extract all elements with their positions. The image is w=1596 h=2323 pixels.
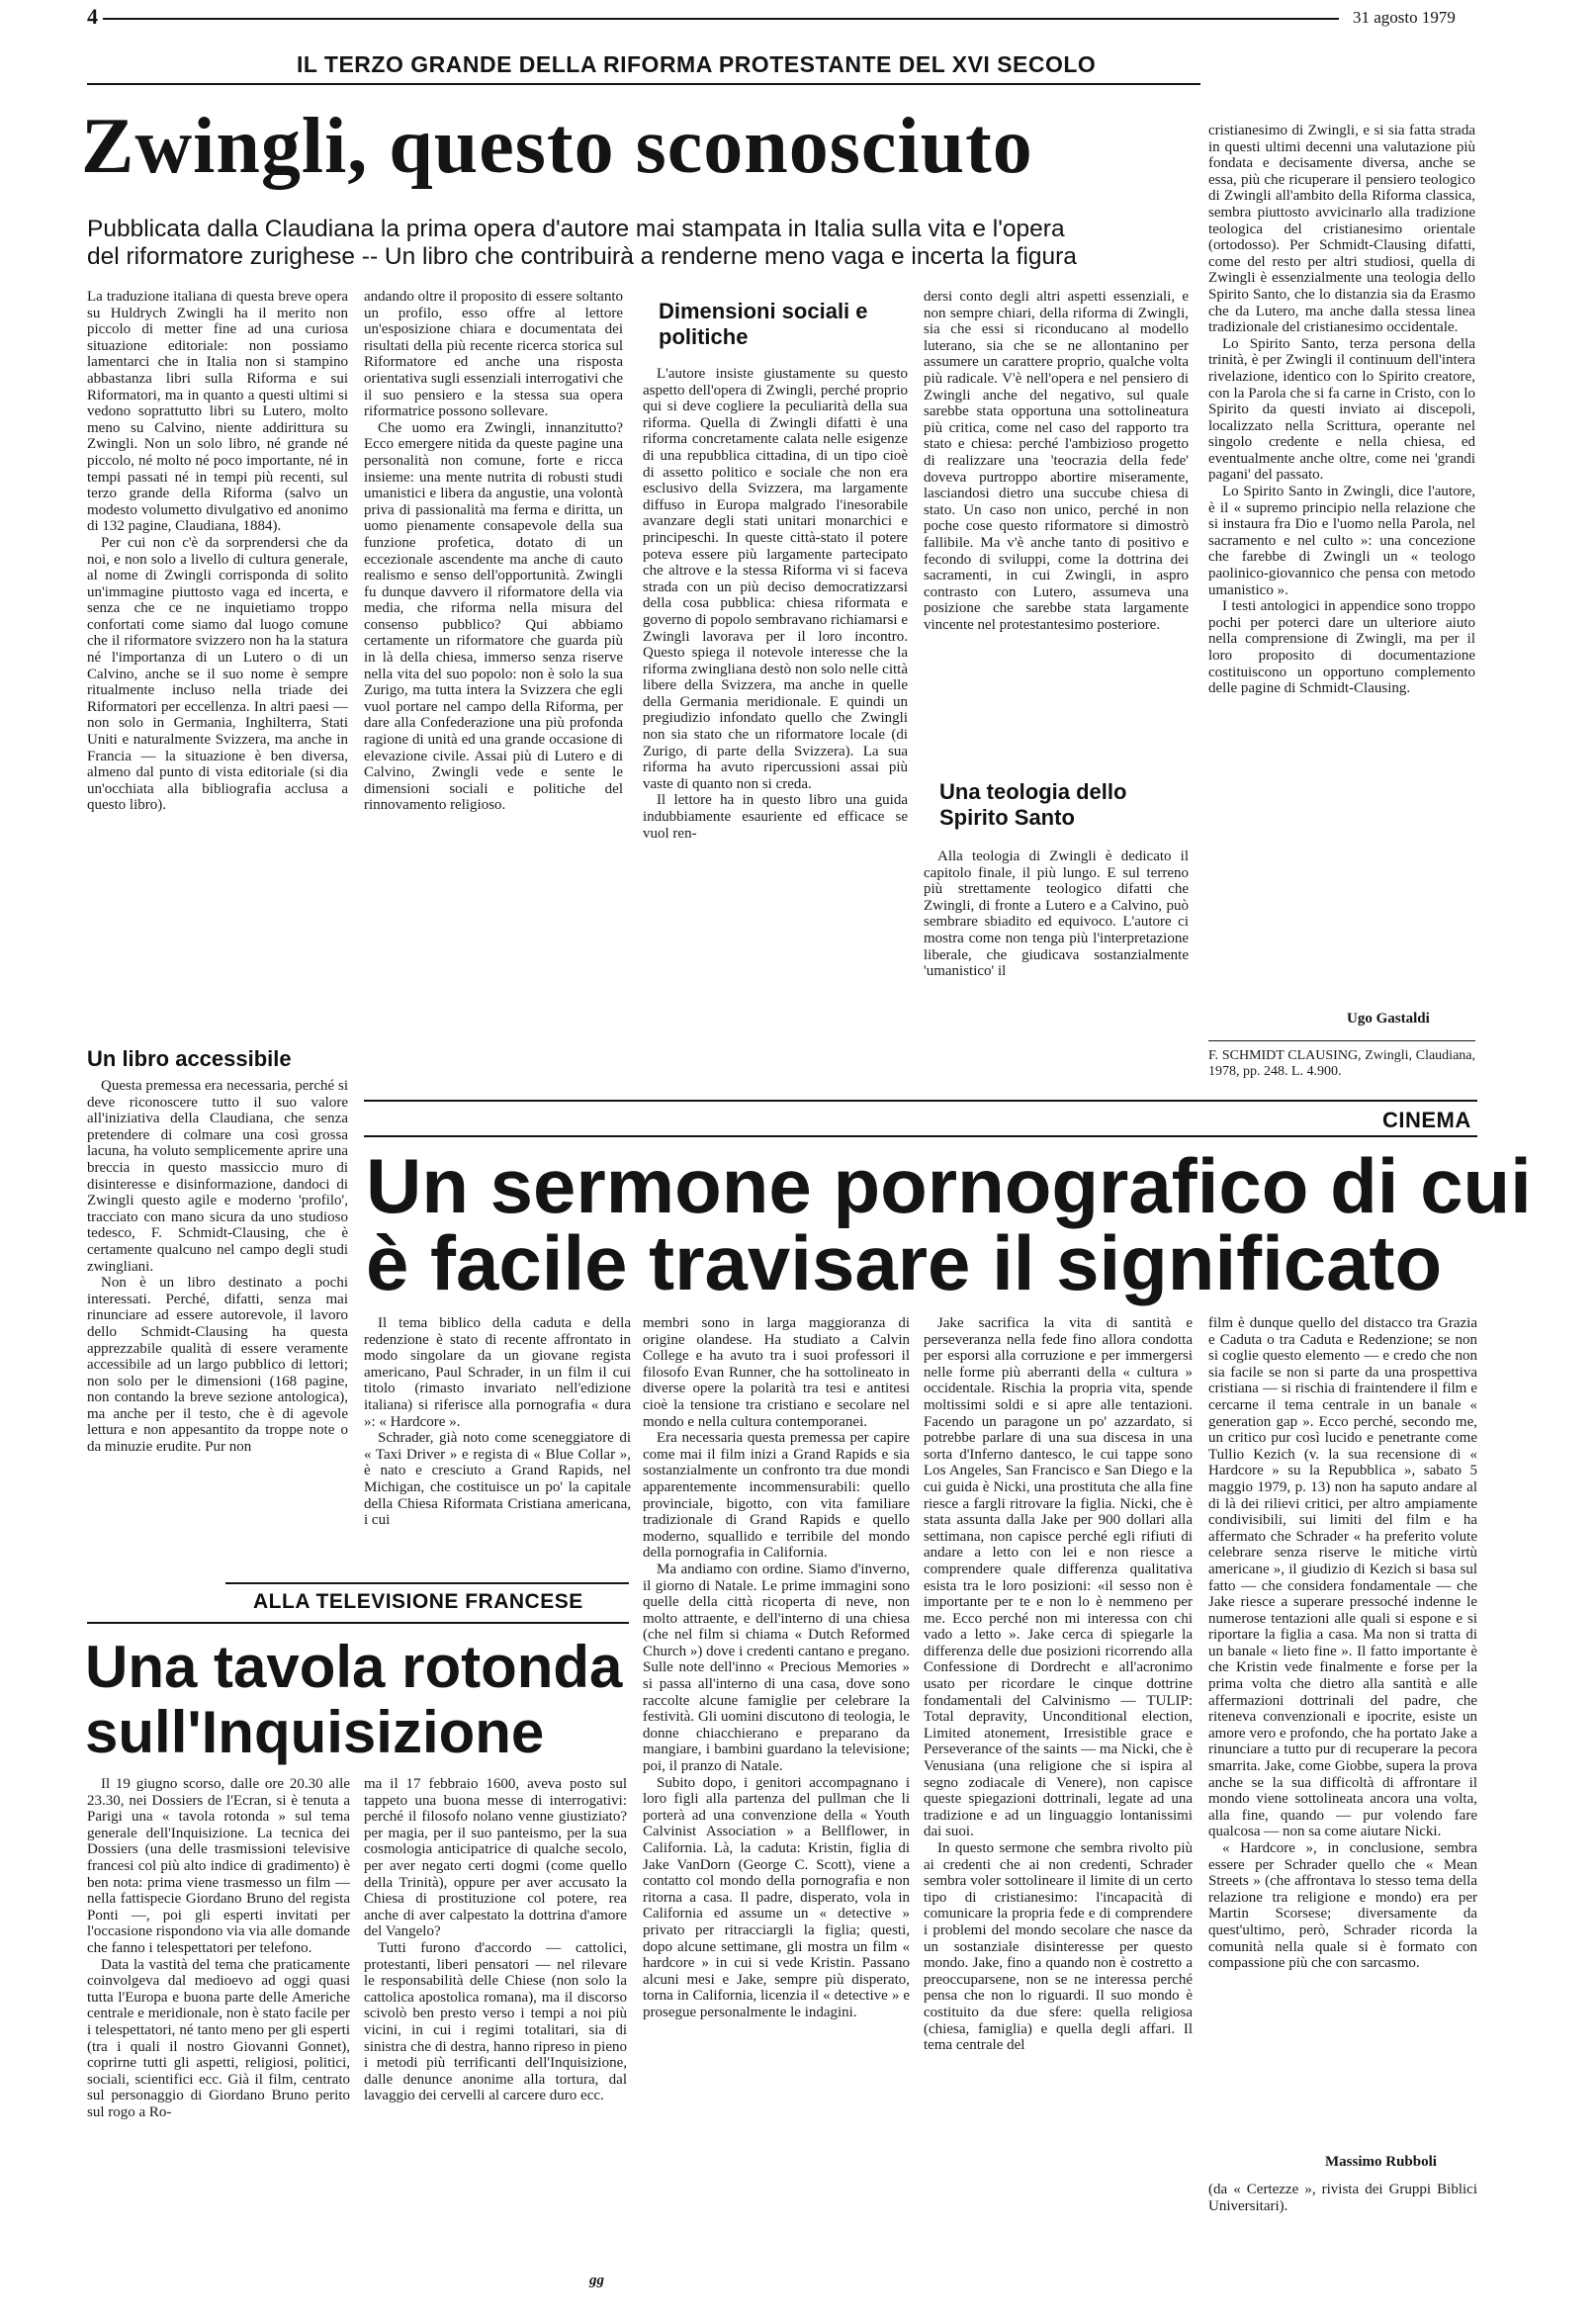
book-note: [1208, 1048, 1475, 1088]
paragraph: L'autore insiste giustamente su questo aspetto dell'opera di Zwingli, perché proprio qui si deve cogliere la peculiarità della sua riforma. Quella di Zwingli difatti è una riforma concretamente calata nelle esigenze di una repubblica cittadina, di un tipo cioè di assetto politico e sociale che non era esclusivo della Svizzera, ma largamente diffuso in Europa malgrado l'inesorabile avanzare degli stati unitari monarchici e principeschi. In queste città-stato il potere poteva essere più largamente partecipato che altrove e la stessa Riforma vi si faceva strada con un più deciso democratizzarsi della cosa pubblica: chiesa riformata e governo di popolo sembravano richiamarsi e Zwingli lavorava per il loro incontro. Questo spiega il notevole interesse che la riforma zwingliana destò non solo nelle città libere della Svizzera, ma anche in quelle della Germania meridionale. E quindi un pregiudizio infondato quello che Zwingli non sia stato che un riformatore locale (di Zurigo, di parte della Svizzera). La sua riforma ha avuto ripercussioni assai più vaste di quanto non si creda.: [643, 366, 908, 792]
subheading-libro-accessibile: Un libro accessibile: [87, 1046, 292, 1071]
paragraph: Alla teologia di Zwingli è dedicato il capitolo finale, il più lungo. E sul terreno più strettamente teologico difatti che Zwingli, di fronte a Lutero e a Calvino, può sembrare sbiadito ed equivoco. L'autore ci mostra come non tenga più l'interpretazione liberale, che giudicava sostanzialmente 'umanistico' il: [924, 849, 1189, 980]
paragraph: In questo sermone che sembra rivolto più ai credenti che ai non credenti, Schrader sembra voler sottolineare il limite di un certo tipo di cristianesimo: l'incapacità di comunicare la propria fede e di comprendere i problemi del mondo secolare che nasce da un sostanziale disinteresse per questo mondo. Jake, fino a quando non è costretto a preoccuparsene, non se ne interessa perché pensa che non lo riguardi. Il suo mondo è costituito da due sfere: quella religiosa (chiesa, famiglia) e quella degli affari. Il tema centrale del: [924, 1840, 1193, 2054]
paragraph: Per cui non c'è da sorprendersi che da noi, e non solo a livello di cultura generale, al nome di Zwingli corrisponda di solito un'immagine piuttosto vaga ed incerta, e senza che ce ne inquietiamo troppo confortati come siamo dal luogo comune che il riformatore svizzero non ha la statura né l'importanza di un Lutero o di un Calvino, anche se il suo nome è sempre ritualmente incluso nella triade dei Riformatori per eccellenza. In altri paesi — non solo in Germania, Inghilterra, Stati Uniti e naturalmente Svizzera, ma anche in Francia — la situazione è ben diversa, almeno dal punto di vista editoriale (si dia un'occhiata alla bibliografia acclusa a questo libro).: [87, 534, 348, 814]
paragraph: Tutti furono d'accordo — cattolici, protestanti, liberi pensatori — nel rilevare le responsabilità delle Chiese (non solo la cattolica apostolica romana), ma il discorso scivolò ben presto verso i tempi a noi più vicini, in cui i regimi totalitari, sia di sinistra che di destra, hanno ripreso in pieno i metodi più terrificanti dell'Inquisizione, dalle denunce anonime alla tortura, dal lavaggio dei cervelli al carcere duro ecc.: [364, 1939, 627, 2104]
source-note: (da « Certezze », rivista dei Gruppi Biblici Universitari).: [1208, 2182, 1477, 2214]
tv-section-rule: [87, 1622, 629, 1624]
zwingli-column-2: [364, 289, 623, 1092]
paragraph: Lo Spirito Santo, terza persona della trinità, è per Zwingli il continuum dell'intera rivelazione, identico con lo Spirito creatore, con la Parola che si fa carne in Cristo, con lo Spirito da questi inviato ai discepoli, localizzato nella Scrittura, operante nel singolo credente e nella chiesa, ed eventualmente anche oltre, come nei 'grandi pagani' del passato.: [1208, 335, 1475, 484]
book-note-rule: [1208, 1040, 1475, 1041]
paragraph: Il lettore ha in questo libro una guida indubbiamente esauriente ed efficace se vuol ren-: [643, 792, 908, 842]
paragraph: Il tema biblico della caduta e della redenzione è stato di recente affrontato in modo singolare da un giovane regista americano, Paul Schrader, in un film il cui titolo (rimasto invariato nell'edizione italiana) si riferisce alla pornografia « dura »: « Hardcore ».: [364, 1315, 631, 1430]
paragraph: Il 19 giugno scorso, dalle ore 20.30 alle 23.30, nei Dossiers de l'Ecran, si è tenuta a Parigi una « tavola rotonda » sul tema generale dell'Inquisizione. La tecnica dei Dossiers (una delle trasmissioni televisive francesi col più alto indice di gradimento) è ben nota: prima viene trasmesso un film — nella fattispecie Giordano Bruno del regista Ponti —, poi gli esperti invitati per l'occasione rispondono via via alle domande che fanno i telespettatori per telefono.: [87, 1776, 350, 1956]
paragraph: film è dunque quello del distacco tra Grazia e Caduta o tra Caduta e Redenzione; se non si coglie questo elemento — e credo che non sia facile se non si parte da una prospettiva cristiana — si rischia di fraintendere il film e cercarne il tema centrale in un banale « generation gap ». Ecco perché, secondo me, un critico pur così lucido e penetrante come Tullio Kezich (v. la sua recensione di « Hardcore » su la Repubblica », sabato 5 maggio 1979, p. 13) non ha saputo andare al di là dei rilievi critici, per altro ampiamente condivisibili, sui limiti del film e ha affermato che Schrader « ha preferito volute celebrare senza riserve le mitiche virtù americane », il giudizio di Kezich si basa sul fatto — che considera fondamentale — che Jake riesce a superare pressoché indenne le numerose tentazioni alle quali si espone e si riportare la figlia a casa. Ma non si tratta di un banale « lieto fine ». Il fatto importante è che Kristin vede finalmente e forse per la prima volta che dietro alla santità e alle affermazioni dottrinali del padre, che riteneva convenzionali e ipocrite, esiste un amore vero e profondo, che ha portato Jake a rinunciare a tutto pur di recuperare la pecora smarrita. Jake, come Giobbe, supera la prova anche se la sua difficoltà di affrontare il mondo viene sottolineata ancora una volta, alla fine, quando — pur volendo fare qualcosa — non sa come aiutare Nicki.: [1208, 1315, 1477, 1840]
cinema-column-2: [643, 1315, 910, 2294]
cinema-section-rule: [364, 1135, 1477, 1137]
book-reference: F. SCHMIDT CLAUSING, Zwingli, Claudiana, 1978, pp. 248. L. 4.900.: [1208, 1048, 1475, 1079]
cinema-top-rule: [364, 1100, 1477, 1102]
paragraph: membri sono in larga maggioranza di origine olandese. Ha studiato a Calvin College e ha avuto tra i suoi professori il filosofo Evan Runner, che ha sottolineato in diverse opere la polarità tra tesi e antitesi cioè la tensione tra cristiano e secolare nel mondo e nella cultura contemporanei.: [643, 1315, 910, 1430]
tv-column-2: [364, 1776, 627, 2162]
paragraph: Data la vastità del tema che praticamente coinvolgeva dal medioevo ad oggi quasi tutta l'Europa e buona parte delle Americhe centrale e meridionale, non è stato facile per i telespettatori, né tanto meno per gli esperti (tra i quali il nostro Giovanni Gonnet), coprirne tutti gli aspetti, religiosi, politici, sociali, scientifici ecc. Già il film, centrato sul personaggio di Giordano Bruno perito sul rogo a Ro-: [87, 1956, 350, 2120]
paragraph: ma il 17 febbraio 1600, aveva posto sul tappeto una buona messe di interrogativi: perché il filosofo nolano venne giustiziato? per magia, per il suo panteismo, per la sua cosmologia anticipatrice di qualche secolo, per aver negato certi dogmi (come quello della Trinità), oppure per aver accusato la Chiesa di prostituzione col potere, rea anche di aver calpestato la dottrina d'amore del Vangelo?: [364, 1776, 627, 1940]
article-title-tavola-line1: Una tavola rotonda: [85, 1634, 623, 1700]
paragraph: I testi antologici in appendice sono troppo pochi per poterci dare un ulteriore aiuto nella comprensione di Zwingli, ma per il loro proposito di documentazione costituiscono un opportuno complemento delle pagine di Schmidt-Clausing.: [1208, 598, 1475, 697]
paragraph: Era necessaria questa premessa per capire come mai il film inizi a Grand Rapids e sia sostanzialmente un confronto tra due mondi apparentemente incommensurabili: quello provinciale, bigotto, con vita familiare tradizionale di Grand Rapids e quello moderno, squallido e terribile del mondo della pornografia in California.: [643, 1430, 910, 1562]
section-label-cinema: CINEMA: [1382, 1108, 1471, 1132]
paragraph: andando oltre il proposito di essere soltanto un profilo, esso offre al lettore un'esposizione chiara e documentata dei risultati della più recente ricerca storica sul Riformatore ed anche una risposta orientativa sugli essenziali interrogativi che il suo pensiero e la stessa sua opera riformatrice possono sollevare.: [364, 289, 623, 420]
article-subtitle-line1: Pubblicata dalla Claudiana la prima opera d'autore mai stampata in Italia sulla vita e l'opera: [87, 216, 1065, 242]
paragraph: Ma andiamo con ordine. Siamo d'inverno, il giorno di Natale. Le prime immagini sono quelle della città ricoperta di neve, non molto attraente, e dell'interno di una chiesa (che nel film si chiama « Dutch Reformed Church ») dove i credenti cantano e pregano. Sulle note dell'inno « Precious Memories » si passa all'interno di una casa, dove sono raccolte alcune famiglie per celebrare la festività. Gli uomini discutono di teologia, le donne chiacchierano e preparano da mangiare, i bambini guardano la televisione; poi, il pranzo di Natale.: [643, 1561, 910, 1775]
paragraph: Schrader, già noto come sceneggiatore di « Taxi Driver » e regista di « Blue Collar », è nato e cresciuto a Grand Rapids, nel Michigan, che costituisce un po' la capitale della Chiesa Riformata Cristiana americana, i cui: [364, 1430, 631, 1529]
cinema-column-3: [924, 1315, 1193, 2294]
article-subtitle-line2: del riformatore zurighese -- Un libro che contribuirà a renderne meno vaga e incerta la figura: [87, 243, 1077, 270]
header-rule: [103, 18, 1339, 20]
author-ugo-gastaldi: Ugo Gastaldi: [1347, 1011, 1430, 1027]
section-label-televisione: ALLA TELEVISIONE FRANCESE: [253, 1590, 583, 1613]
tv-column-1: [87, 1776, 350, 2310]
cinema-source: [1208, 2182, 1477, 2221]
subheading-dimensioni-sociali: Dimensioni sociali e politiche: [659, 299, 868, 349]
article-title-sermone-line1: Un sermone pornografico di cui: [366, 1142, 1532, 1229]
paragraph: La traduzione italiana di questa breve opera su Huldrych Zwingli ha il merito non piccolo di metter fine ad una curiosa situazione editoriale: non possiamo lamentarci che in Italia non si stampino abbastanza libri sulla Riforma e sui Riformatori, ma in quanto a questi ultimi si vedono soprattutto libri su Lutero, molto meno su Calvino, niente addirittura su Zwingli. Non un solo libro, né grande né piccolo, né molto né poco importante, né in tempi passati né in tempi più recenti, sul terzo grande della Riforma (salvo un modesto volumetto divulgativo ed anonimo di 132 pagine, Claudiana, 1884).: [87, 289, 348, 535]
article-kicker: IL TERZO GRANDE DELLA RIFORMA PROTESTANTE DEL XVI SECOLO: [297, 51, 1097, 77]
cinema-column-1: [364, 1315, 631, 1574]
page-number: 4: [87, 4, 98, 29]
kicker-rule: [87, 83, 1200, 85]
paragraph: Questa premessa era necessaria, perché si deve riconoscere tutto il suo valore all'iniziativa della Claudiana, che senza pretendere di colmare una così grossa lacuna, ha voluto semplicemente aprire una breccia in questo massiccio muro di disinteresse e disinformazione, dandoci di Zwingli questo agile e moderno 'profilo', tracciato con mano sicura da uno studioso tedesco, F. Schmidt-Clausing, che è certamente qualcuno nel campo degli studi zwingliani.: [87, 1078, 348, 1275]
zwingli-column-1: [87, 289, 348, 1040]
article-title-zwingli: Zwingli, questo sconosciuto: [81, 103, 1033, 190]
subheading-teologia-spirito: Una teologia dello Spirito Santo: [939, 779, 1127, 830]
paragraph: Che uomo era Zwingli, innanzitutto? Ecco emergere nitida da queste pagine una personalità non comune, forte e ricca insieme: una mente nutrita di robusti studi umanistici e libera da angustie, una volontà priva di passionalità ma ferma e diritta, un uomo pienamente consapevole della sua funzione profetica, dotato di un eccezionale ascendente ma anche di cauto realismo e senso dell'opportunità. Zwingli fu dunque davvero il riformatore della via media, che riforma nella misura del consenso pubblico? Qui abbiamo certamente un riformatore che guarda più in là della chiesa, immerso senza riserve nella vita del suo popolo: non è solo la sua Zurigo, ma tutta intera la Svizzera che egli vuol portare nel campo della Riforma, per dare alla Confederazione una più profonda ragione di unità ed una grande occasione di elevazione civile. Assai più di Lutero e di Calvino, Zwingli vede e sente le dimensioni sociali e politiche del rinnovamento religioso.: [364, 419, 623, 814]
paragraph: « Hardcore », in conclusione, sembra essere per Schrader quello che « Mean Streets » (che affrontava lo stesso tema della relazione tra religione e mondo) era per Martin Scorsese; diversamente da quest'ultimo, però, Schrader ricorda la comunità nella quale si è formato con compassione più che con sarcasmo.: [1208, 1840, 1477, 1972]
page-date: 31 agosto 1979: [1353, 8, 1456, 27]
zwingli-column-1b: [87, 1078, 348, 1592]
zwingli-column-4: [924, 289, 1189, 754]
zwingli-column-3: [643, 366, 908, 1093]
paragraph: Lo Spirito Santo in Zwingli, dice l'autore, è il « supremo principio nella relazione che si instaura fra Dio e l'uomo nella Parola, nel sacramento e nel culto »: una concezione che farebbe di Zwingli un « teologo paolinico-giovannico che pensa con metodo umanistico ».: [1208, 484, 1475, 598]
paragraph: Subito dopo, i genitori accompagnano i loro figli alla partenza del pullman che li porterà ad una convenzione della « Youth Calvinist Association » a Bellflower, in California. Là, la caduta: Kristin, figlia di Jake VanDorn (George C. Scott), viene a contatto col mondo della pornografia e non ritorna a casa. Il padre, disperato, vola in California ed assume un « detective » privato per ritracciargli la figlia; questi, dopo alcune settimane, gli mostra un film « hardcore » in cui si vede Kristin. Passano alcuni mesi e Jake, sempre più disperato, torna in California, licenzia il « detective » e prosegue personalmente le indagini.: [643, 1774, 910, 2020]
paragraph: Jake sacrifica la vita di santità e perseveranza nella fede fino allora condotta per esporsi alla corruzione e per immergersi nelle forme più aberranti della « cultura » occidentale. Rischia la propria vita, spende moltissimi soldi e si apre alle tentazioni. Facendo un paragone un po' azzardato, si potrebbe parlare di una sua discesa in una sorta d'Inferno dantesco, le cui tappe sono Los Angeles, San Francisco e San Diego e la cui guida è Nicki, una prostituta che alla fine riesce a fargli ritrovare la figlia. Nicki, che è stata assunta dalla Jake per 900 dollari alla settimana, non capisce perché egli rifiuti di andare a letto con lei e non riesce a comprendere quale differenza qualitativa esista tra le loro posizioni: «il sesso non è importante per te e non lo è nemmeno per me. Ecco perché non mi interessa con chi vado a letto ». Jake cerca di spiegarle la differenza delle due posizioni ricorrendo alla Confessione di Dordrecht e all'acronimo usato per ricordare le cinque dottrine fondamentali del Calvinismo — TULIP: Total depravity, Unconditional election, Limited atonement, Irresistible grace e Perseverance of the saints — ma Nicki, che è Venusiana (una religione che si ispira al segno zodiacale di Venere), non capisce queste spiegazioni dottrinali, legate ad una tradizione e ad un linguaggio lontanissimi dai suoi.: [924, 1315, 1193, 1840]
cinema-column-4: [1208, 1315, 1477, 2126]
article-title-sermone-line2: è facile travisare il significato: [366, 1219, 1443, 1306]
zwingli-column-4b: [924, 849, 1189, 1094]
tv-top-rule: [225, 1582, 629, 1584]
paragraph: cristianesimo di Zwingli, e si sia fatta strada in questi ultimi decenni una valutazione più fondata e decisamente diversa, anche se essa, più che ricuperare il pensiero teologico di Zwingli all'ambito della Riforma classica, sembra piuttosto avvicinarlo alla tradizione teologica del cristianesimo orientale (ortodosso). Per Schmidt-Clausing difatti, come del resto per altri studiosi, quella di Zwingli è essenzialmente una teologia dello Spirito Santo, che lo distanzia sia da Erasmo che da Lutero, ma anche dalla stessa linea tradizionale del cristianesimo occidentale.: [1208, 123, 1475, 336]
zwingli-column-5: [1208, 123, 1475, 991]
article-title-tavola-line2: sull'Inquisizione: [85, 1699, 545, 1765]
author-massimo-rubboli: Massimo Rubboli: [1325, 2154, 1437, 2170]
paragraph: dersi conto degli altri aspetti essenziali, e non sempre chiari, della riforma di Zwingli, sia che essi si riconducano al modello luterano, sia che se ne allontanino per assumere un carattere proprio, qualche volta più radicale. V'è nell'opera e nel pensiero di Zwingli anche del negativo, sul quale sarebbe stata opportuna una sottolineatura più critica, come nel caso del rapporto tra stato e chiesa: perché l'ambizioso progetto di realizzare una 'teocrazia della fede' doveva purtroppo abortire miseramente, lasciandosi dietro una succube chiesa di stato. Un caso non unico, perché in non poche cose questo riformatore si dimostrò fallibile. Ma v'è anche tanto di positivo e fecondo di sviluppi, come la dottrina dei sacramenti, in cui Zwingli, in aspro contrasto con Lutero, assumeva una posizione che sarebbe stata largamente vincente nel protestantesimo posteriore.: [924, 289, 1189, 633]
paragraph: Non è un libro destinato a pochi interessati. Perché, difatti, senza mai rinunciare ad essere autorevole, il lavoro dello Schmidt-Clausing ha questa apprezzabile qualità di essere veramente accessibile ad un largo pubblico di lettori; non solo per le dimensioni (168 pagine, non contando la breve sezione antologica), ma anche per il testo, che è di agevole lettura e non appesantito da troppe note o da minuzie erudite. Pur non: [87, 1275, 348, 1456]
author-initials-gg: gg: [589, 2273, 604, 2288]
